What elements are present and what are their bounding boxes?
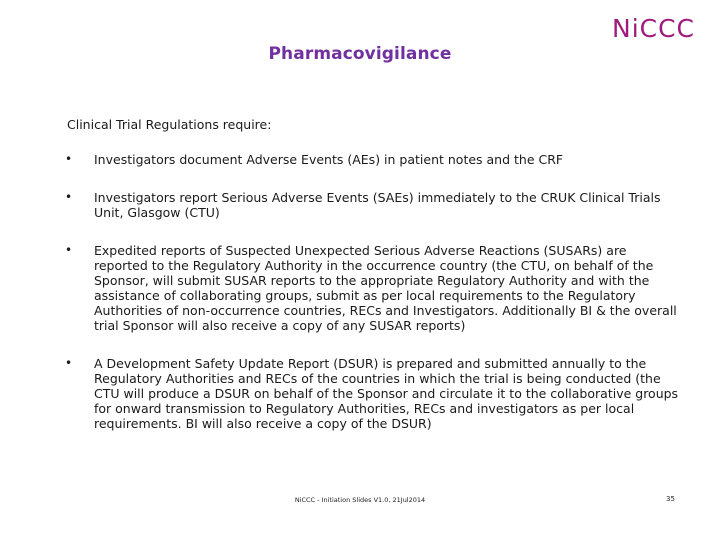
- bullet-item: [60, 356, 680, 431]
- footer-text: NiCCC - Initiation Slides V1.0, 21Jul2014: [294, 496, 426, 504]
- bullet-icon: •: [65, 356, 73, 370]
- slide-title: [0, 44, 720, 64]
- bullet-icon: •: [65, 190, 73, 204]
- bullet-list: [60, 152, 680, 454]
- intro-text: Clinical Trial Regulations require:: [67, 117, 272, 132]
- bullet-text: A Development Safety Update Report (DSUR) is prepared and submitted annually to the Regulatory Authorities and RECs of the countries in which the trial is being conducted (the CTU will produce a DSUR on behalf of the Sponsor and circulate it to the collaborative groups for onward transmission to Regulatory Authorities, RECs and investigators as per local requirements. BI will also receive a copy of the DSUR): [94, 356, 679, 431]
- bullet-text: Investigators report Serious Adverse Events (SAEs) immediately to the CRUK Clinical Trials Unit, Glasgow (CTU): [94, 190, 661, 220]
- bullet-item: [60, 243, 680, 333]
- bullet-item: [60, 152, 680, 167]
- page-number: 35: [666, 495, 675, 503]
- bullet-item: [60, 190, 680, 220]
- bullet-icon: •: [65, 152, 73, 166]
- bullet-text: Expedited reports of Suspected Unexpected Serious Adverse Reactions (SUSARs) are reported to the Regulatory Authority in the occurrence country (the CTU, on behalf of the Sponsor, will submit SUSAR reports to the appropriate Regulatory Authority and with the assistance of collaborating groups, submit as per local requirements to the Regulatory Authorities of non-occurrence countries, RECs and Investigators. Additionally BI & the overall trial Sponsor will also receive a copy of any SUSAR reports): [94, 243, 677, 333]
- slide-footer: [0, 496, 720, 504]
- niccc-logo: NiCCC: [612, 14, 696, 43]
- bullet-text: Investigators document Adverse Events (AEs) in patient notes and the CRF: [94, 152, 564, 167]
- slide-title-text: Pharmacovigilance: [268, 44, 452, 64]
- bullet-icon: •: [65, 243, 73, 257]
